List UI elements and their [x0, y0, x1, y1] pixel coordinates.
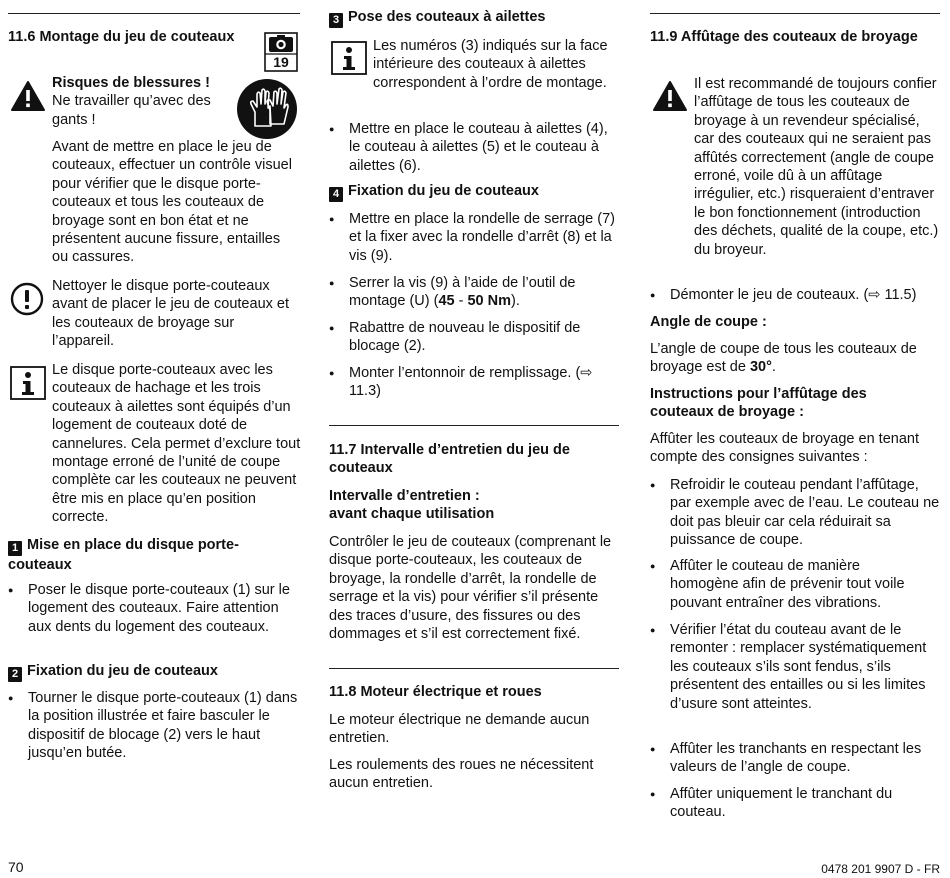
section-title-11-8: 11.8 Moteur électrique et roues: [329, 684, 542, 700]
info-icon: [10, 366, 46, 405]
step-4-title: Fixation du jeu de couteaux: [348, 183, 539, 199]
step-4-bullet-3: ● Rabattre de nouveau le dispositif de blocage (2).: [349, 319, 619, 356]
maintenance-interval-label: Intervalle d’entretien :: [329, 488, 480, 504]
step-number-badge: 1: [8, 541, 22, 556]
step-1-bullet: ● Poser le disque porte-couteaux (1) sur le logement des couteaux. Faire attention aux dents du logement des couteaux.: [28, 581, 300, 636]
step-4-heading: [329, 182, 619, 202]
maintenance-interval-value: avant chaque utilisation: [329, 506, 495, 523]
step-number-badge: 4: [329, 187, 343, 202]
caution-exclamation-icon: [10, 282, 44, 321]
section-rule: [650, 13, 940, 14]
warning-triangle-icon: [652, 80, 688, 117]
torque-text: Serrer la vis (9) à l’aide de l’outil de montage (U) (: [349, 275, 576, 310]
step-3-title: Pose des couteaux à ailettes: [348, 9, 546, 25]
dismount-bullet: ● Démonter le jeu de couteaux. (⇨ 11.5): [670, 286, 940, 304]
step-2-title: Fixation du jeu de couteaux: [27, 663, 218, 679]
section-title-11-9: 11.9 Affûtage des couteaux de broyage: [650, 29, 918, 45]
wheels-text: Les roulements des roues ne nécessitent aucun entretien.: [329, 757, 594, 792]
cutting-angle-text: [650, 340, 940, 377]
step-1-title: Mise en place du disque porte-couteaux: [8, 537, 239, 573]
torque-min: 45: [438, 293, 455, 310]
warning-text: Ne travailler qu’avec des gants !: [52, 93, 211, 128]
step-4-bullet-1: ● Mettre en place la rondelle de serrage (7) et la fixer avec la rondelle d’arrêt (8) et la vis (9).: [349, 210, 619, 265]
step-2-bullet: ● Tourner le disque porte-couteaux (1) dans la position illustrée et faire basculer le dispositif de blocage (2) vers le haut jusqu’en butée.: [28, 689, 300, 763]
torque-max: 50 Nm: [467, 293, 512, 310]
info-text: Les numéros (3) indiqués sur la face intérieure des couteaux à ailettes correspondent à l’ordre de montage.: [373, 38, 608, 91]
gloves-icon: [236, 78, 298, 145]
torque-separator: -: [454, 293, 468, 310]
section-rule: [329, 425, 619, 426]
section-rule: [329, 668, 619, 669]
step-2-heading: [8, 662, 298, 682]
step-1-heading: [8, 536, 298, 574]
step-3-bullet: ● Mettre en place le couteau à ailettes (4), le couteau à ailettes (5) et le couteau à ailettes (6).: [349, 120, 619, 175]
step-number-badge: 2: [8, 667, 22, 682]
sharpening-instructions-text: Affûter les couteaux de broyage en tenant compte des consignes suivantes :: [650, 431, 919, 466]
sharpening-bullet-1: ● Refroidir le couteau pendant l’affûtage, par exemple avec de l’eau. Le couteau ne doit pas bleuir car cela réduirait sa puissance de coupe.: [670, 476, 940, 550]
step-4-bullet-2: [349, 274, 619, 311]
sharpening-bullet-3: ● Vérifier l’état du couteau avant de le remonter : remplacer systématiquement les couteaux s’ils sont fendus, s’ils présentent des entailles ou si les limites d’usure sont atteintes.: [670, 621, 940, 713]
page-number: 70: [8, 859, 24, 875]
info-icon: [331, 41, 367, 80]
cutting-angle-heading: Angle de coupe :: [650, 314, 767, 330]
cutting-angle-end: .: [771, 359, 776, 376]
torque-close: ).: [511, 293, 520, 310]
cutting-angle-lead: L’angle de coupe de tous les couteaux de broyage est de: [650, 341, 917, 376]
sharpening-warning-text: Il est recommandé de toujours confier l’affûtage de tous les couteaux de broyage à un revendeur spécialisé, car des couteaux qui ne seraient pas affûtés correctement (angle de coupe erroné, voile dû à un affûtage irrégulier, etc.) risqueraient d’entraver le bon fonctionnement (introduction des déchets, qualité de la coupe, etc.) du broyeur.: [694, 76, 939, 258]
section-title-11-6: 11.6 Montage du jeu de couteaux: [8, 29, 235, 45]
sharpening-bullet-4: ● Affûter les tranchants en respectant les valeurs de l’angle de coupe.: [670, 740, 942, 777]
maintenance-check-text: Contrôler le jeu de couteaux (comprenant le disque porte-couteaux, les couteaux de broyage, la rondelle d’arrêt, la rondelle de serrage et la vis) pour vérifier s’il présente des traces d’usure, des fissures ou des dommages et s’il est correctement fixé.: [329, 534, 612, 643]
warning-triangle-icon: [10, 80, 46, 117]
sharpening-bullet-5: ● Affûter uniquement le tranchant du couteau.: [670, 785, 932, 822]
section-rule: [8, 13, 300, 14]
info-text: Le disque porte-couteaux avec les couteaux de hachage et les trois couteaux à ailettes sont équipés d’un logement de couteaux doté de cannelures. Cela permet d’exclure tout montage erroné de l’unité de coupe complète car les couteaux ne peuvent être mis en place qu’en position correcte.: [52, 362, 301, 526]
visual-check-paragraph: Avant de mettre en place le jeu de couteaux, effectuer un contrôle visuel pour vérifier que le disque porte-couteaux et tous les couteaux de broyage sont en bon état et ne présentent aucune fissure, entailles ou cassures.: [52, 139, 292, 266]
section-title-11-7: 11.7 Intervalle d’entretien du jeu de couteaux: [329, 442, 570, 477]
sharpening-bullet-2: ● Affûter le couteau de manière homogène afin de prévenir tout voile pouvant entraîner des vibrations.: [670, 557, 932, 612]
sharpening-instructions-heading: Instructions pour l’affûtage des couteaux de broyage :: [650, 386, 867, 421]
warning-title: Risques de blessures !: [52, 75, 210, 91]
step-3-heading: [329, 8, 619, 28]
cutting-angle-value: 30°: [749, 359, 772, 376]
step-number-badge: 3: [329, 13, 343, 28]
caution-text: Nettoyer le disque porte-couteaux avant de placer le jeu de couteaux et les couteaux de broyage sur l’appareil.: [52, 278, 289, 350]
document-code: 0478 201 9907 D - FR: [821, 862, 940, 876]
motor-text: Le moteur électrique ne demande aucun entretien.: [329, 712, 590, 747]
step-4-bullet-4: ● Monter l’entonnoir de remplissage. (⇨ 11.3): [349, 364, 611, 401]
figure-number: 19: [273, 54, 289, 70]
